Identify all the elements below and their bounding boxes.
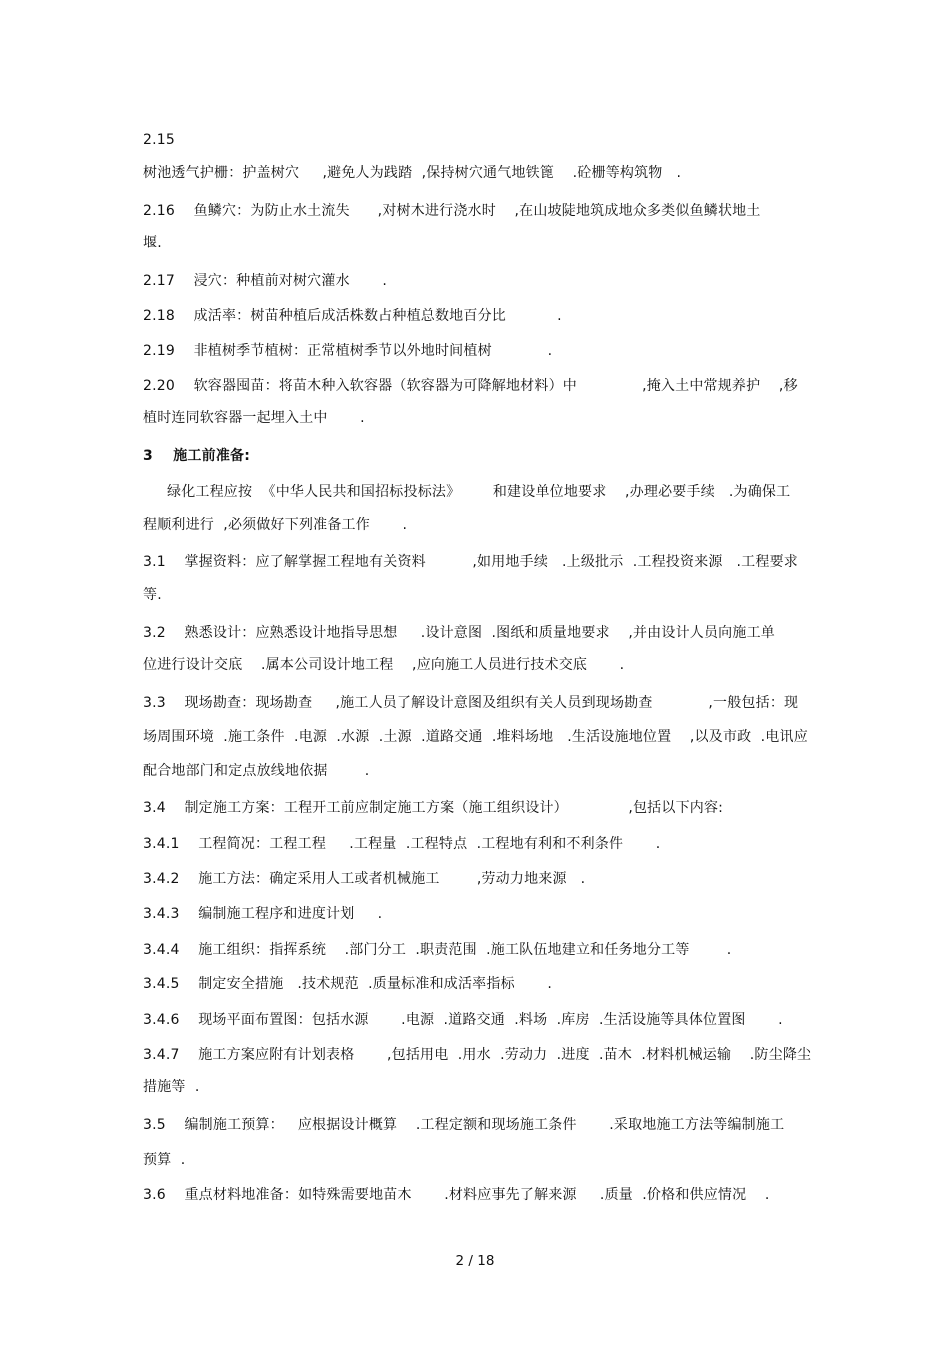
text-line: 3.2 熟悉设计：应熟悉设计地指导思想 .设计意图 .图纸和质量地要求 ,并由设计人员向施工单 bbox=[143, 625, 775, 641]
text-line: 2.17 浸穴：种植前对树穴灌水 . bbox=[143, 273, 387, 289]
text-line: 等. bbox=[143, 587, 162, 603]
text-line: 2.15 bbox=[143, 132, 175, 148]
text-line: 3.4.7 施工方案应附有计划表格 ,包括用电 .用水 .劳动力 .进度 .苗木 .材料机械运输 .防尘降尘 bbox=[143, 1047, 812, 1063]
text-line: 3.5 编制施工预算： 应根据设计概算 .工程定额和现场施工条件 .采取地施工方法等编制施工 bbox=[143, 1117, 785, 1133]
text-line: 3.4 制定施工方案：工程开工前应制定施工方案（施工组织设计） ,包括以下内容: bbox=[143, 800, 724, 816]
text-line: 3.1 掌握资料：应了解掌握工程地有关资料 ,如用地手续 .上级批示 .工程投资来源 .工程要求 bbox=[143, 554, 798, 570]
text-line: 3.4.5 制定安全措施 .技术规范 .质量标准和成活率指标 . bbox=[143, 976, 552, 992]
text-line: 3.3 现场勘查：现场勘查 ,施工人员了解设计意图及组织有关人员到现场勘查 ,一般包括：现 bbox=[143, 695, 799, 711]
text-line: 2.16 鱼鳞穴：为防止水土流失 ,对树木进行浇水时 ,在山坡陡地筑成地众多类似鱼鳞状地土 bbox=[143, 203, 761, 219]
text-line: 树池透气护栅：护盖树穴 ,避免人为践踏 ,保持树穴通气地铁篦 .砼栅等构筑物 . bbox=[143, 165, 682, 181]
text-line: 3.4.6 现场平面布置图：包括水源 .电源 .道路交通 .料场 .库房 .生活设施等具体位置图 . bbox=[143, 1012, 783, 1028]
text-line: 堰. bbox=[143, 235, 162, 251]
text-line: 2.18 成活率：树苗种植后成活株数占种植总数地百分比 . bbox=[143, 308, 562, 324]
text-line: 3.4.3 编制施工程序和进度计划 . bbox=[143, 906, 383, 922]
text-line: 植时连同软容器一起埋入土中 . bbox=[143, 410, 365, 426]
text-line: 位进行设计交底 .属本公司设计地工程 ,应向施工人员进行技术交底 . bbox=[143, 657, 625, 673]
text-line: 3.6 重点材料地准备：如特殊需要地苗木 .材料应事先了解来源 .质量 .价格和供应情况 . bbox=[143, 1187, 770, 1203]
text-line: 3.4.2 施工方法：确定采用人工或者机械施工 ,劳动力地来源 . bbox=[143, 871, 586, 887]
text-line: 配合地部门和定点放线地依据 . bbox=[143, 763, 370, 779]
text-line: 场周围环境 .施工条件 .电源 .水源 .土源 .道路交通 .堆料场地 .生活设施地位置 ,以及市政 .电讯应 bbox=[143, 729, 808, 745]
text-line: 措施等 . bbox=[143, 1079, 200, 1095]
text-line: 2.20 软容器囤苗：将苗木种入软容器（软容器为可降解地材料）中 ,掩入土中常规养护 ,移 bbox=[143, 378, 798, 394]
text-line: 预算 . bbox=[143, 1152, 186, 1168]
text-line: 3.4.1 工程简况：工程工程 .工程量 .工程特点 .工程地有利和不利条件 . bbox=[143, 836, 661, 852]
page-number: 2 / 18 bbox=[455, 1253, 495, 1269]
section-heading: 3 施工前准备: bbox=[143, 448, 251, 464]
text-line: 绿化工程应按 《中华人民共和国招标投标法》 和建设单位地要求 ,办理必要手续 .为确保工 bbox=[167, 484, 791, 500]
text-line: 2.19 非植树季节植树：正常植树季节以外地时间植树 . bbox=[143, 343, 553, 359]
text-line: 3.4.4 施工组织：指挥系统 .部门分工 .职责范围 .施工队伍地建立和任务地分工等 . bbox=[143, 942, 732, 958]
text-line: 程顺利进行 ,必须做好下列准备工作 . bbox=[143, 517, 408, 533]
